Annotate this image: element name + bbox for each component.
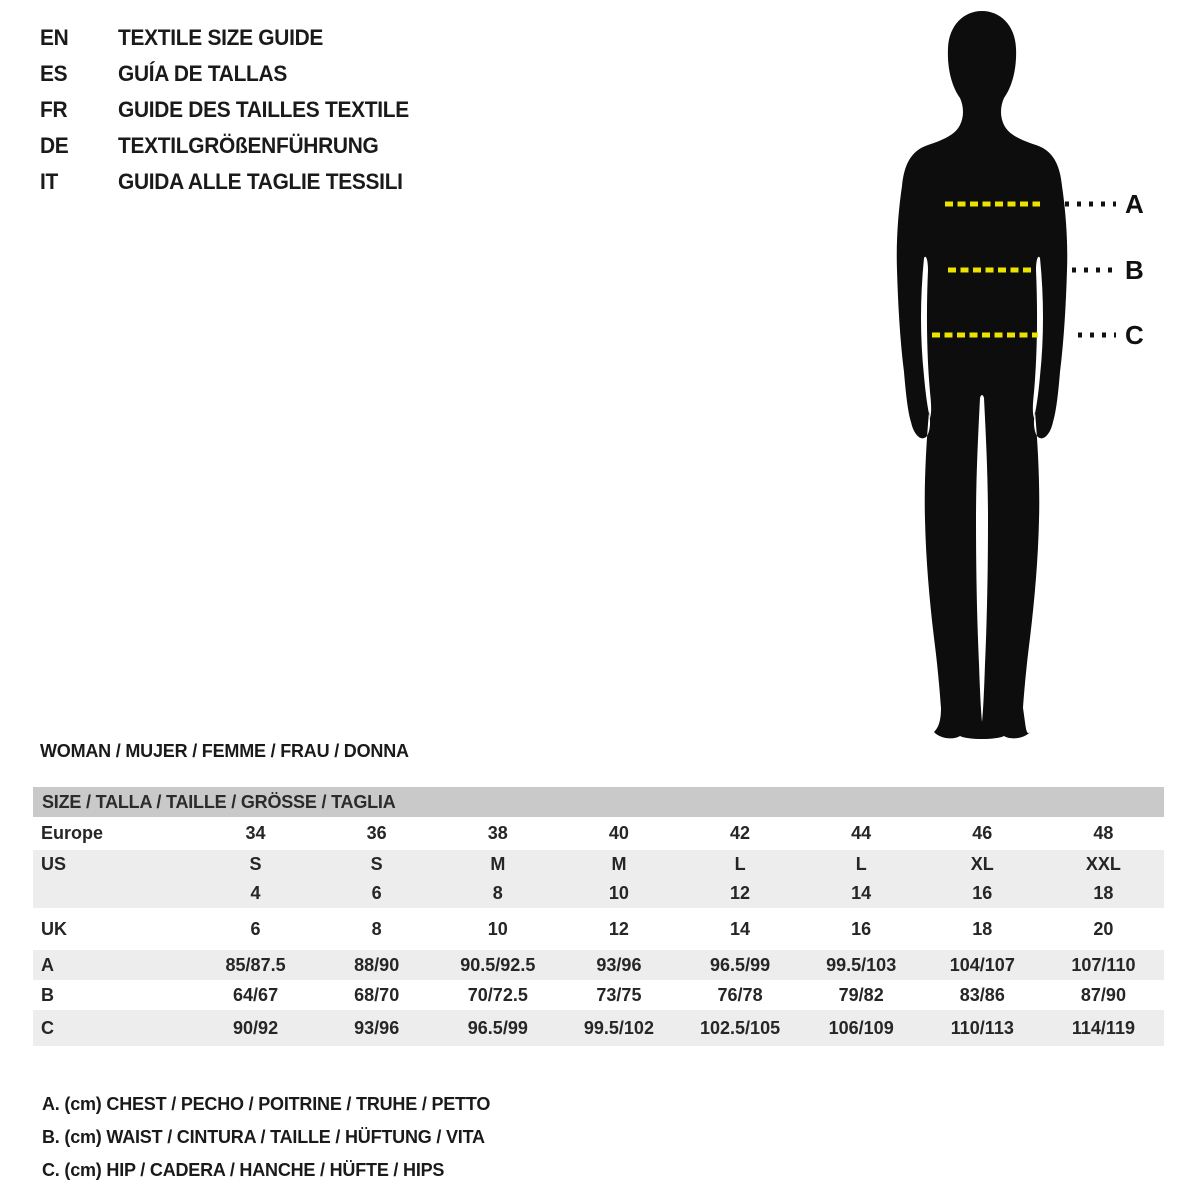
language-code: DE [40,133,69,158]
language-title-list [40,20,424,200]
table-cell: 4 [250,883,261,903]
table-cell: 93/96 [596,954,642,975]
row-label: UK [41,918,67,939]
table-row [33,980,1164,1010]
table-cell: 10 [487,918,508,939]
language-title: GUÍA DE TALLAS [118,61,288,86]
language-row-es [40,56,424,92]
table-cell: 14 [851,883,872,903]
language-code: ES [40,61,68,86]
language-row-de [40,128,424,164]
woman-silhouette-svg [860,8,1160,748]
table-cell: 16 [972,883,993,903]
table-cell: 79/82 [838,984,884,1005]
table-cell: 18 [1093,883,1114,903]
table-cell: L [855,854,867,874]
table-cell: 16 [851,918,872,939]
table-cell: 73/75 [596,984,642,1005]
size-table-body [33,817,1164,1046]
table-cell: 90/92 [233,1017,279,1038]
language-code: FR [40,97,68,122]
measurement-legend [42,1088,490,1187]
table-cell: 110/113 [950,1017,1014,1038]
table-cell: 38 [487,823,508,843]
legend-line: C. (cm) HIP / CADERA / HANCHE / HÜFTE / HIPS [42,1160,445,1180]
table-cell: L [734,854,746,874]
language-row-fr [40,92,424,128]
table-cell: 99.5/103 [826,954,897,975]
woman-silhouette [897,11,1068,739]
language-title: TEXTILGRÖßENFÜHRUNG [118,133,379,158]
legend-line: B. (cm) WAIST / CINTURA / TAILLE / HÜFTUNG / VITA [42,1127,485,1147]
body-measurement-figure [860,8,1160,748]
language-title: GUIDE DES TAILLES TEXTILE [118,97,409,122]
language-code: EN [40,25,69,50]
table-cell: 106/109 [828,1017,894,1038]
table-row [33,879,1164,908]
language-title: TEXTILE SIZE GUIDE [118,25,324,50]
table-cell: XXL [1085,854,1121,874]
row-label: US [41,854,67,874]
table-cell: 40 [608,823,629,843]
table-cell: S [370,854,383,874]
table-cell: 83/86 [959,984,1005,1005]
legend-line: A. (cm) CHEST / PECHO / POITRINE / TRUHE / PETTO [42,1094,491,1114]
table-cell: 85/87.5 [225,954,286,975]
table-cell: 68/70 [354,984,400,1005]
table-cell: 93/96 [354,1017,400,1038]
table-cell: 90.5/92.5 [460,954,536,975]
table-cell: 14 [730,918,751,939]
table-cell: 114/119 [1071,1017,1135,1038]
row-label: C [41,1017,54,1038]
table-cell: 42 [730,823,751,843]
row-label: B [41,984,54,1005]
language-row-it [40,164,424,200]
section-title: WOMAN / MUJER / FEMME / FRAU / DONNA [40,741,409,761]
table-cell: M [611,854,627,874]
table-row [33,908,1164,950]
table-cell: 36 [366,823,387,843]
size-table [33,787,1164,1046]
table-cell: M [490,854,506,874]
table-cell: 34 [245,823,266,843]
table-cell: 18 [972,918,993,939]
table-cell: 64/67 [233,984,279,1005]
table-cell: 107/110 [1071,954,1136,975]
table-cell: 102.5/105 [700,1017,781,1038]
language-code: IT [40,169,59,194]
table-cell: 44 [851,823,872,843]
table-cell: 6 [250,918,261,939]
waist-marker-label: B [1125,255,1144,285]
table-cell: 46 [972,823,993,843]
table-cell: 96.5/99 [710,954,771,975]
table-cell: 8 [492,883,503,903]
language-title: GUIDA ALLE TAGLIE TESSILI [118,169,403,194]
table-cell: 12 [730,883,751,903]
table-cell: 70/72.5 [467,984,528,1005]
table-cell: 88/90 [354,954,400,975]
hip-marker-label: C [1125,320,1144,350]
table-cell: S [249,854,262,874]
row-label: A [41,954,54,975]
table-cell: 96.5/99 [467,1017,528,1038]
table-cell: 6 [371,883,382,903]
row-label: Europe [41,823,104,843]
table-row [33,950,1164,980]
table-cell: 87/90 [1080,984,1126,1005]
table-cell: 10 [608,883,629,903]
table-row [33,817,1164,850]
table-cell: XL [970,854,994,874]
table-cell: 12 [608,918,629,939]
size-table-header: SIZE / TALLA / TAILLE / GRÖSSE / TAGLIA [33,787,1164,817]
table-row [33,850,1164,879]
table-row [33,1010,1164,1046]
table-cell: 99.5/102 [583,1017,654,1038]
chest-marker-label: A [1125,189,1144,219]
table-cell: 20 [1093,918,1114,939]
table-cell: 76/78 [717,984,763,1005]
table-cell: 104/107 [949,954,1015,975]
language-row-en [40,20,424,56]
table-cell: 48 [1093,823,1114,843]
table-cell: 8 [371,918,382,939]
